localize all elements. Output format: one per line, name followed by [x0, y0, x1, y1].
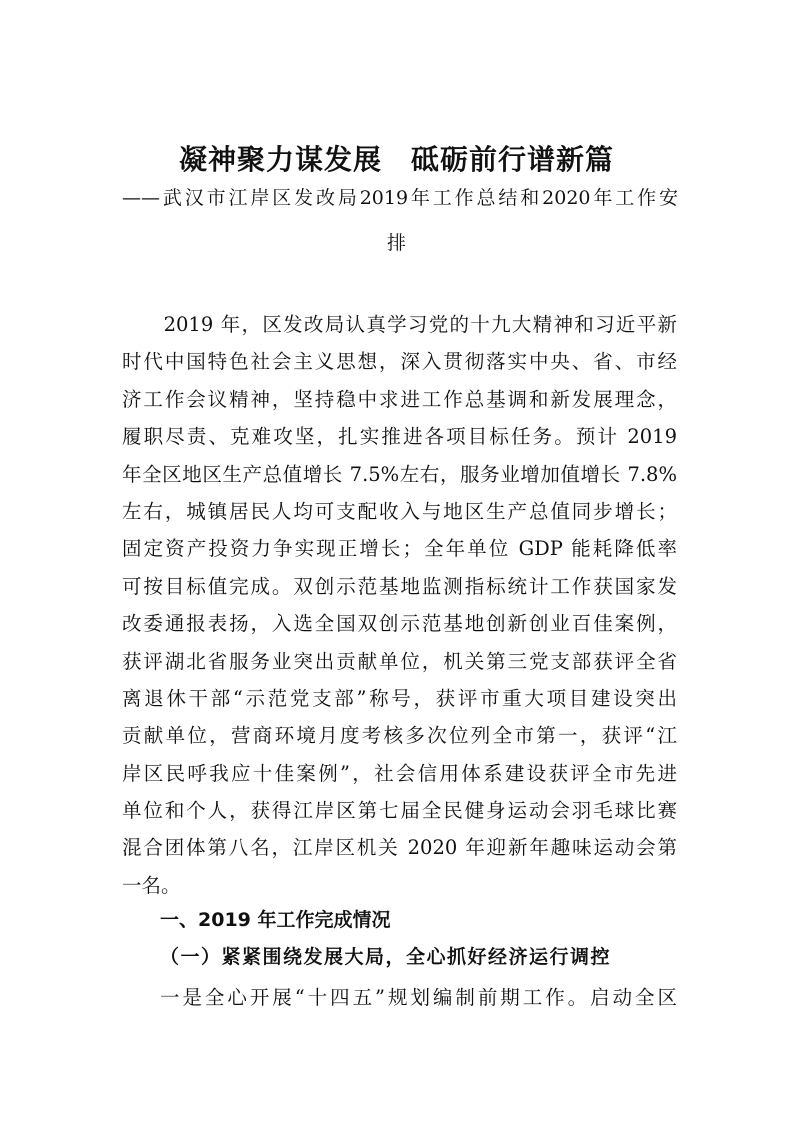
paragraph-line: 固定资产投资力争实现正增长；全年单位 GDP 能耗降低率 [122, 537, 677, 561]
paragraph-line: 单位和个人，获得江岸区第七届全民健身运动会羽毛球比赛 [122, 799, 677, 823]
paragraph-line: 离退休干部“示范党支部”称号，获评市重大项目建设突出 [122, 686, 677, 710]
paragraph-line: 可按目标值完成。双创示范基地监测指标统计工作获国家发 [122, 574, 677, 598]
paragraph-line: 贡献单位，营商环境月度考核多次位列全市第一，获评“江 [122, 724, 677, 748]
document-subtitle: ——武汉市江岸区发改局2019年工作总结和2020年工作安 [122, 187, 678, 209]
paragraph-start: 一是全心开展“十四五”规划编制前期工作。启动全区 [160, 986, 677, 1009]
document-title: 凝神聚力谋发展 砥砺前行谱新篇 [178, 143, 614, 176]
section-heading: 一、2019 年工作完成情况 [160, 909, 391, 931]
paragraph-line: 2019 年，区发改局认真学习党的十九大精神和习近平新 [122, 313, 677, 336]
paragraph-line: 混合团体第八名，江岸区机关 2020 年迎新年趣味运动会第 [122, 836, 677, 860]
paragraph-line: 履职尽责、克难攻坚，扎实推进各项目标任务。预计 2019 [122, 425, 677, 449]
document-subtitle-continued: 排 [386, 232, 406, 254]
paragraph-line: 岸区民呼我应十佳案例”，社会信用体系建设获评全市先进 [122, 761, 677, 785]
paragraph-line: 年全区地区生产总值增长 7.5%左右，服务业增加值增长 7.8% [122, 462, 677, 486]
paragraph-line: 左右，城镇居民人均可支配收入与地区生产总值同步增长； [122, 499, 677, 523]
paragraph-line: 获评湖北省服务业突出贡献单位，机关第三党支部获评全省 [122, 649, 677, 673]
paragraph-line: 改委通报表扬，入选全国双创示范基地创新创业百佳案例， [122, 612, 677, 636]
intro-paragraph [122, 309, 677, 907]
paragraph-line: 时代中国特色社会主义思想，深入贯彻落实中央、省、市经 [122, 350, 677, 374]
paragraph-line: 一名。 [122, 873, 181, 897]
subsection-heading: （一）紧紧围绕发展大局，全心抓好经济运行调控 [160, 946, 612, 968]
paragraph-line: 济工作会议精神，坚持稳中求进工作总基调和新发展理念， [122, 387, 677, 411]
